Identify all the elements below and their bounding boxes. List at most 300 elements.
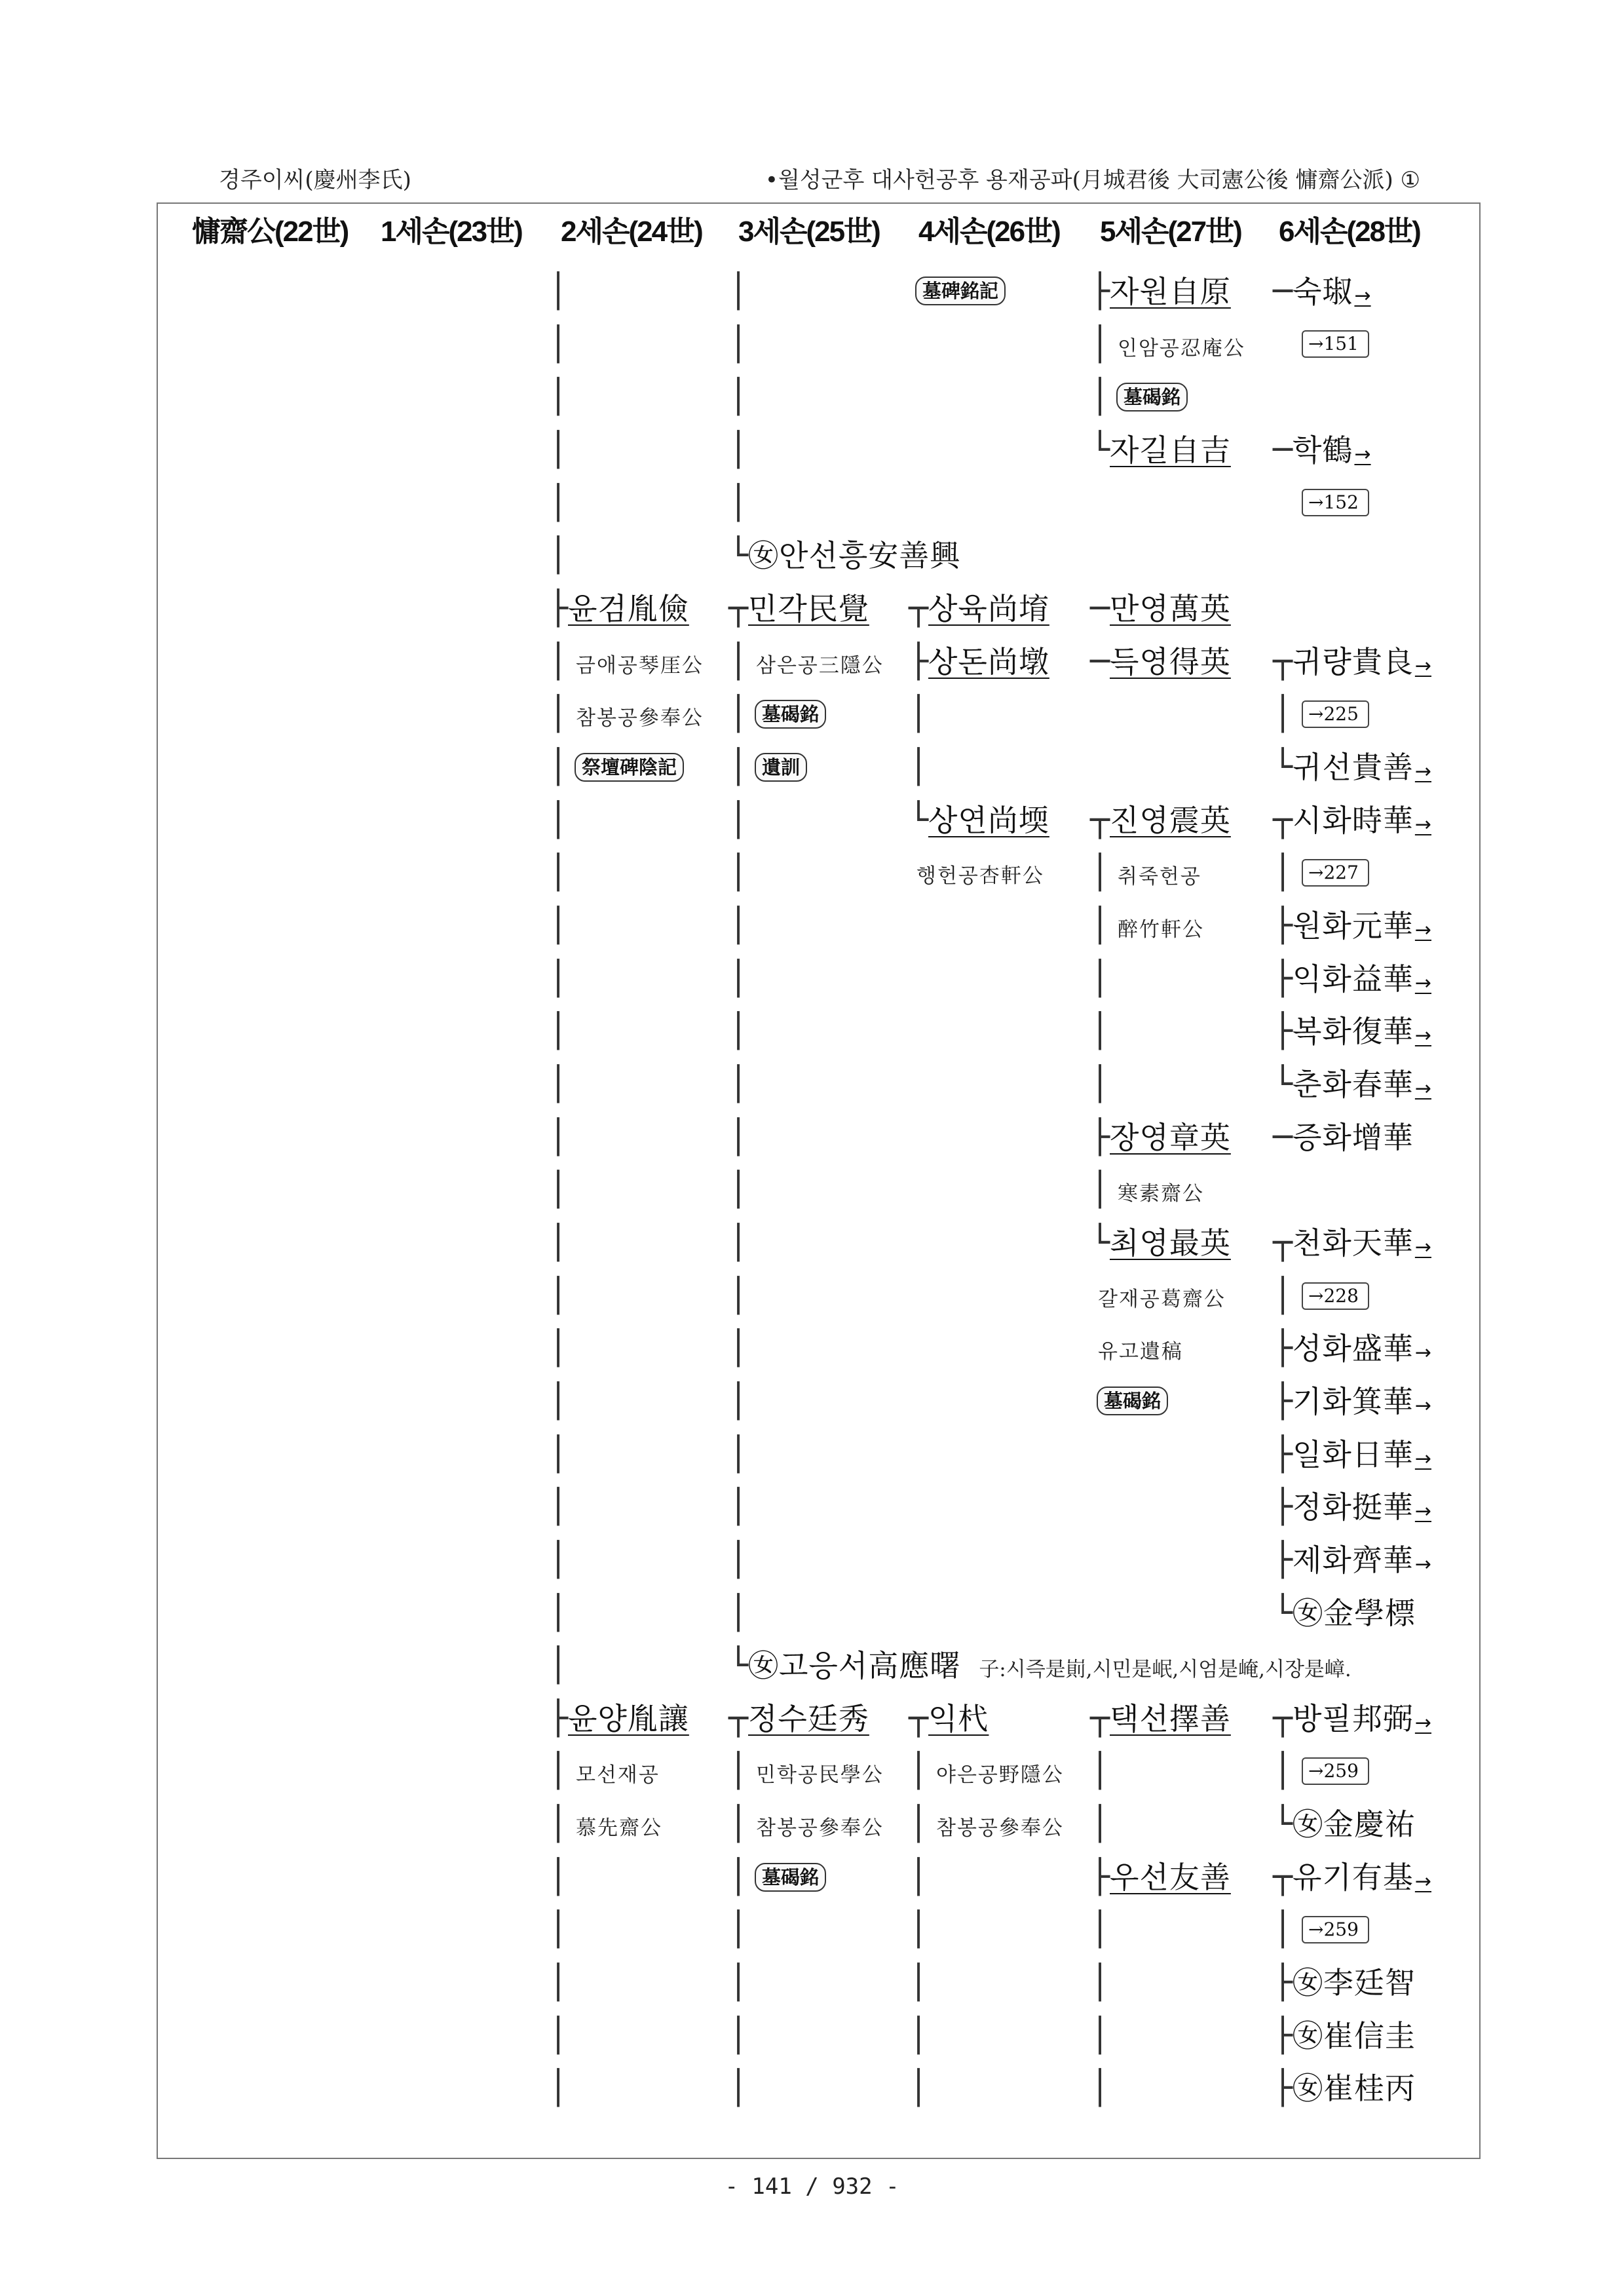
- branch-connector: ├: [1273, 1963, 1293, 2002]
- tree-line: │: [909, 1963, 929, 2002]
- generation-column-header: 5세손(27世): [1100, 216, 1241, 248]
- tree-cell: [728, 1956, 748, 2008]
- tree-cell: [1273, 740, 1431, 793]
- tree-line: │: [1090, 1170, 1110, 1209]
- tree-cell: [1273, 2061, 1416, 2114]
- branch-connector: ├: [1090, 1857, 1110, 1896]
- daughter-name: ㊛고응서高應曙: [748, 1648, 961, 1684]
- tree-cell: [728, 529, 960, 581]
- page-reference-link[interactable]: →225: [1302, 700, 1369, 728]
- tree-cell: [1273, 1480, 1431, 1533]
- tree-line: │: [548, 1012, 569, 1050]
- page-reference-link[interactable]: →152: [1302, 489, 1369, 516]
- tree-cell: [728, 1903, 748, 1955]
- tree-cell: [1090, 1692, 1231, 1744]
- tree-cell: [909, 1797, 1064, 1850]
- tree-cell: [1090, 1322, 1183, 1374]
- tree-line: │: [548, 324, 569, 363]
- tree-cell: [1090, 1375, 1168, 1427]
- tree-cell: [548, 1428, 568, 1480]
- note-text: 금애공琴厓公: [576, 653, 704, 678]
- tree-cell: [548, 1480, 568, 1533]
- tree-cell: [728, 1639, 1351, 1691]
- tree-line: │: [548, 2069, 569, 2107]
- branch-connector: ┬: [1273, 1223, 1293, 1261]
- tree-cell: [548, 318, 568, 370]
- tree-line: │: [728, 1381, 749, 1420]
- branch-connector: └: [1273, 1805, 1293, 1843]
- person-name: 택선擇善: [1110, 1700, 1231, 1736]
- tree-cell: [548, 476, 568, 529]
- tree-cell: [909, 1692, 989, 1744]
- tree-cell: [728, 1586, 748, 1639]
- tree-cell: [1273, 1322, 1431, 1374]
- tree-line: │: [548, 1646, 569, 1685]
- continuation-arrow-icon: →: [1414, 813, 1432, 836]
- person-name: 우선友善: [1110, 1859, 1231, 1895]
- document-badge: 墓碣銘: [755, 1863, 826, 1892]
- tree-line: │: [1273, 1276, 1293, 1314]
- person-name: 자길自吉: [1110, 432, 1231, 468]
- tree-cell: [1273, 1797, 1416, 1850]
- branch-connector: └: [1090, 430, 1110, 469]
- branch-connector: └: [1273, 747, 1293, 786]
- tree-row: [0, 1163, 1624, 1215]
- note-text: 유고遺稿: [1098, 1340, 1183, 1364]
- tree-cell: [728, 1850, 826, 1903]
- tree-line: │: [548, 1751, 569, 1790]
- tree-line: │: [728, 1857, 749, 1896]
- tree-cell: [1090, 265, 1231, 317]
- tree-cell: [548, 423, 568, 476]
- tree-cell: [728, 1111, 748, 1163]
- tree-line: │: [1273, 853, 1293, 892]
- tree-row: [0, 740, 1624, 793]
- tree-cell: [548, 1797, 662, 1850]
- tree-cell: [1090, 899, 1204, 951]
- tree-cell: [548, 846, 568, 898]
- document-badge: 墓碑銘記: [915, 277, 1006, 305]
- person-name: 숙琡: [1293, 274, 1353, 309]
- tree-line: │: [909, 1751, 929, 1790]
- branch-connector: ├: [1273, 2069, 1293, 2107]
- note-text: 민학공民學公: [756, 1763, 884, 1788]
- tree-cell: [548, 1058, 568, 1110]
- tree-cell: [548, 1692, 689, 1744]
- branch-connector: └: [728, 536, 749, 575]
- tree-cell: [728, 1428, 748, 1480]
- tree-cell: [548, 1375, 568, 1427]
- document-badge: 墓碣銘: [1097, 1387, 1168, 1415]
- tree-line: │: [909, 2016, 929, 2054]
- tree-cell: [1273, 952, 1431, 1004]
- daughter-name: ㊛金學標: [1293, 1595, 1416, 1631]
- tree-line: │: [1090, 1751, 1110, 1790]
- tree-cell: [548, 529, 568, 581]
- tree-line: │: [728, 906, 749, 944]
- tree-line: │: [728, 2069, 749, 2107]
- generation-column-header: 1세손(23世): [381, 216, 522, 248]
- tree-cell: [1090, 1850, 1231, 1903]
- tree-line: │: [728, 1434, 749, 1473]
- tree-row: [0, 1956, 1624, 2008]
- tree-cell: [548, 1533, 568, 1586]
- tree-cell: [548, 1111, 568, 1163]
- person-name: 제화齊華: [1293, 1542, 1414, 1578]
- person-name: 기화箕華: [1293, 1383, 1414, 1419]
- tree-line: │: [728, 1117, 749, 1156]
- tree-cell: [909, 2009, 928, 2061]
- branch-connector: ┬: [728, 1698, 749, 1737]
- tree-cell: [1090, 1903, 1110, 1955]
- tree-cell: [1090, 2009, 1110, 2061]
- branch-connector: ├: [909, 641, 929, 680]
- tree-cell: [548, 1322, 568, 1374]
- document-badge: 祭壇碑陰記: [575, 753, 684, 782]
- person-name: 윤검胤儉: [568, 590, 689, 626]
- tree-cell: [728, 1692, 869, 1744]
- person-name: 정수廷秀: [748, 1700, 869, 1736]
- tree-cell: [728, 1269, 748, 1322]
- tree-cell: [728, 1744, 884, 1797]
- person-name: 만영萬英: [1110, 590, 1231, 626]
- continuation-arrow-icon: →: [1414, 918, 1432, 942]
- tree-row: [0, 635, 1624, 687]
- children-note: 子:시즉是崱,시민是岷,시엄是崦,시장是嶂.: [979, 1658, 1351, 1682]
- tree-line: │: [548, 1540, 569, 1578]
- tree-cell: [548, 687, 704, 740]
- tree-line: │: [548, 272, 569, 310]
- tree-line: │: [728, 1805, 749, 1843]
- tree-cell: [1273, 1533, 1431, 1586]
- tree-cell: [728, 1797, 884, 1850]
- branch-connector: ┬: [1273, 641, 1293, 680]
- tree-line: │: [548, 536, 569, 575]
- tree-cell: [1090, 846, 1201, 898]
- tree-cell: [1090, 794, 1231, 846]
- tree-line: │: [728, 1910, 749, 1949]
- tree-line: │: [1090, 1064, 1110, 1103]
- daughter-name: ㊛金慶祐: [1293, 1807, 1416, 1843]
- tree-cell: [1090, 635, 1231, 687]
- branch-connector: ┬: [1273, 1698, 1293, 1737]
- person-name: 익杙: [928, 1700, 989, 1736]
- tree-row: [0, 265, 1624, 317]
- branch-connector: ├: [548, 588, 569, 627]
- tree-line: │: [728, 1751, 749, 1790]
- page-reference-link[interactable]: →259: [1302, 1916, 1369, 1943]
- tree-cell: [548, 1163, 568, 1215]
- person-name: 익화益華: [1293, 961, 1414, 997]
- tree-line: │: [548, 1805, 569, 1843]
- document-badge: 墓碣銘: [1116, 383, 1188, 411]
- branch-connector: ├: [1273, 2016, 1293, 2054]
- tree-cell: [1090, 423, 1231, 476]
- branch-connector: ┬: [1090, 1698, 1110, 1737]
- tree-cell: [1273, 687, 1369, 740]
- tree-cell: [909, 740, 928, 793]
- tree-line: │: [1090, 906, 1110, 944]
- tree-row: [0, 1744, 1624, 1797]
- tree-line: │: [548, 483, 569, 522]
- generation-column-header: 4세손(26世): [918, 216, 1060, 248]
- tree-line: │: [548, 641, 569, 680]
- tree-cell: [1273, 635, 1431, 687]
- tree-cell: [548, 582, 689, 634]
- note-text: 慕先齋公: [576, 1816, 662, 1841]
- person-name: 천화天華: [1293, 1225, 1414, 1261]
- branch-connector: ├: [1090, 272, 1110, 310]
- tree-row: [0, 1586, 1624, 1639]
- person-name: 귀선貴善: [1293, 749, 1414, 785]
- daughter-name: ㊛안선흥安善興: [748, 538, 961, 574]
- note-text: 인암공忍庵公: [1118, 336, 1245, 360]
- tree-cell: [728, 1216, 748, 1269]
- note-text: 참봉공參奉公: [576, 706, 704, 731]
- tree-cell: [1090, 582, 1231, 634]
- tree-row: [0, 1692, 1624, 1744]
- tree-cell: [548, 1216, 568, 1269]
- person-name: 시화時華: [1293, 802, 1414, 838]
- branch-connector: ┬: [728, 588, 749, 627]
- branch-connector: ├: [1273, 1012, 1293, 1050]
- tree-cell: [728, 1375, 748, 1427]
- tree-cell: [1273, 318, 1369, 370]
- continuation-arrow-icon: →: [1414, 971, 1432, 995]
- tree-row: [0, 1797, 1624, 1850]
- tree-line: │: [728, 377, 749, 416]
- tree-line: │: [728, 272, 749, 310]
- branch-connector: ─: [1273, 1117, 1293, 1156]
- tree-cell: [909, 265, 1006, 317]
- tree-cell: [548, 370, 568, 423]
- tree-cell: [1273, 794, 1431, 846]
- person-name: 민각民覺: [748, 590, 869, 626]
- tree-cell: [1273, 1004, 1431, 1057]
- tree-line: │: [1090, 1805, 1110, 1843]
- tree-cell: [1090, 1111, 1231, 1163]
- tree-row: [0, 1903, 1624, 1955]
- person-name: 성화盛華: [1293, 1331, 1414, 1367]
- tree-cell: [728, 846, 748, 898]
- note-text: 야은공野隱公: [936, 1763, 1064, 1788]
- tree-row: [0, 952, 1624, 1004]
- document-badge: 遺訓: [755, 753, 807, 782]
- page-reference-link[interactable]: →228: [1302, 1282, 1369, 1310]
- continuation-arrow-icon: →: [1414, 1024, 1432, 1048]
- tree-line: │: [728, 959, 749, 997]
- person-name: 진영震英: [1110, 802, 1231, 838]
- tree-row: [0, 1375, 1624, 1427]
- tree-cell: [728, 265, 748, 317]
- tree-line: │: [728, 1487, 749, 1526]
- tree-line: │: [728, 483, 749, 522]
- tree-row: [0, 1058, 1624, 1110]
- tree-cell: [1090, 1269, 1226, 1322]
- tree-cell: [1090, 1163, 1204, 1215]
- tree-cell: [548, 1744, 660, 1797]
- tree-cell: [728, 899, 748, 951]
- generation-column-header: 2세손(24世): [561, 216, 702, 248]
- person-name: 최영最英: [1110, 1225, 1231, 1261]
- tree-line: │: [728, 747, 749, 786]
- tree-cell: [1273, 1744, 1369, 1797]
- tree-cell: [548, 1956, 568, 2008]
- person-name: 득영得英: [1110, 643, 1231, 679]
- tree-cell: [1273, 1269, 1369, 1322]
- tree-cell: [728, 318, 748, 370]
- tree-line: │: [1273, 1910, 1293, 1949]
- branch-connector: ├: [1273, 1381, 1293, 1420]
- tree-cell: [548, 2009, 568, 2061]
- daughter-name: ㊛崔桂丙: [1293, 2071, 1416, 2107]
- tree-line: │: [1090, 324, 1110, 363]
- tree-line: │: [728, 1223, 749, 1261]
- page-reference-link[interactable]: →259: [1302, 1757, 1369, 1785]
- tree-row: [0, 1111, 1624, 1163]
- note-text: 갈재공葛齋公: [1098, 1287, 1226, 1311]
- tree-row: [0, 846, 1624, 898]
- tree-line: │: [728, 324, 749, 363]
- continuation-arrow-icon: →: [1414, 1711, 1432, 1734]
- tree-line: │: [548, 377, 569, 416]
- tree-cell: [1090, 1004, 1110, 1057]
- note-text: 참봉공參奉公: [936, 1816, 1064, 1841]
- tree-line: │: [728, 1593, 749, 1632]
- document-badge: 墓碣銘: [755, 700, 826, 729]
- note-text: 모선재공: [576, 1763, 660, 1788]
- branch-connector: ─: [1090, 641, 1110, 680]
- tree-line: │: [548, 747, 569, 786]
- tree-row: [0, 370, 1624, 423]
- branch-connector: └: [909, 800, 929, 839]
- page-reference-link[interactable]: →227: [1302, 859, 1369, 887]
- tree-line: │: [909, 2069, 929, 2107]
- tree-row: [0, 794, 1624, 846]
- tree-line: │: [1090, 1963, 1110, 2002]
- tree-cell: [548, 740, 684, 793]
- tree-cell: [728, 2009, 748, 2061]
- person-name: 방필邦弼: [1293, 1700, 1414, 1736]
- tree-cell: [548, 1004, 568, 1057]
- tree-cell: [1273, 1375, 1431, 1427]
- tree-row: [0, 2009, 1624, 2061]
- tree-line: │: [728, 1540, 749, 1578]
- tree-cell: [909, 846, 1044, 898]
- tree-row: [0, 582, 1624, 634]
- tree-cell: [1090, 1744, 1110, 1797]
- tree-line: │: [548, 1434, 569, 1473]
- tree-line: │: [1273, 695, 1293, 733]
- tree-line: │: [909, 1910, 929, 1949]
- branch-connector: ─: [1273, 272, 1293, 310]
- tree-line: │: [548, 430, 569, 469]
- tree-cell: [548, 899, 568, 951]
- branch-connector: ├: [1273, 1329, 1293, 1368]
- person-name: 유기有基: [1293, 1859, 1414, 1895]
- tree-cell: [909, 1850, 928, 1903]
- tree-cell: [548, 2061, 568, 2114]
- branch-connector: ┬: [909, 588, 929, 627]
- tree-line: │: [548, 1064, 569, 1103]
- tree-line: │: [548, 959, 569, 997]
- person-name: 춘화春華: [1293, 1066, 1414, 1102]
- tree-row: [0, 1428, 1624, 1480]
- tree-row: [0, 318, 1624, 370]
- tree-line: │: [548, 2016, 569, 2054]
- tree-cell: [1273, 1428, 1431, 1480]
- continuation-arrow-icon: →: [1354, 442, 1371, 466]
- branch-connector: └: [1273, 1593, 1293, 1632]
- person-name: 장영章英: [1110, 1119, 1231, 1155]
- tree-line: │: [728, 853, 749, 892]
- tree-row: [0, 1850, 1624, 1903]
- tree-line: │: [728, 695, 749, 733]
- tree-cell: [1090, 2061, 1110, 2114]
- person-name: 자원自原: [1110, 274, 1231, 309]
- tree-line: │: [1090, 377, 1110, 416]
- tree-row: [0, 1216, 1624, 1269]
- tree-row: [0, 1533, 1624, 1586]
- tree-cell: [909, 582, 1049, 634]
- tree-line: │: [548, 1276, 569, 1314]
- tree-cell: [1273, 1903, 1369, 1955]
- tree-cell: [728, 1533, 748, 1586]
- note-text: 행헌공杏軒公: [916, 864, 1044, 889]
- branch-connector: ┬: [1273, 1857, 1293, 1896]
- tree-line: │: [548, 1963, 569, 2002]
- tree-cell: [548, 952, 568, 1004]
- tree-line: │: [909, 1857, 929, 1896]
- tree-row: [0, 899, 1624, 951]
- tree-cell: [548, 794, 568, 846]
- note-text: 삼은공三隱公: [756, 653, 884, 678]
- person-name: 일화日華: [1293, 1436, 1414, 1472]
- branch-connector: ├: [1273, 1434, 1293, 1473]
- person-name: 원화元華: [1293, 908, 1414, 944]
- branch-connector: ├: [1273, 906, 1293, 944]
- tree-line: │: [548, 1381, 569, 1420]
- tree-line: │: [548, 800, 569, 839]
- tree-cell: [548, 1269, 568, 1322]
- tree-cell: [728, 1163, 748, 1215]
- tree-cell: [1090, 318, 1245, 370]
- tree-line: │: [548, 1910, 569, 1949]
- clan-title: 경주이씨(慶州李氏): [219, 167, 411, 193]
- lineage-branch-title: •월성군후 대사헌공후 용재공파(月城君後 大司憲公後 慵齋公派) ①: [765, 167, 1420, 193]
- branch-connector: ├: [548, 1698, 569, 1737]
- tree-cell: [1273, 846, 1369, 898]
- generation-column-header: 3세손(25世): [738, 216, 880, 248]
- tree-row: [0, 1269, 1624, 1322]
- person-name: 귀량貴良: [1293, 643, 1414, 679]
- tree-row: [0, 1639, 1624, 1691]
- tree-cell: [1273, 1058, 1431, 1110]
- tree-row: [0, 1322, 1624, 1374]
- tree-cell: [728, 635, 884, 687]
- tree-cell: [1273, 1111, 1414, 1163]
- tree-line: │: [548, 1857, 569, 1896]
- tree-line: │: [728, 1963, 749, 2002]
- tree-line: │: [728, 641, 749, 680]
- tree-cell: [728, 794, 748, 846]
- tree-line: │: [1090, 1910, 1110, 1949]
- tree-cell: [1273, 476, 1369, 529]
- tree-cell: [728, 1480, 748, 1533]
- branch-connector: ├: [1273, 1540, 1293, 1578]
- tree-cell: [1090, 952, 1110, 1004]
- page-reference-link[interactable]: →151: [1302, 330, 1369, 358]
